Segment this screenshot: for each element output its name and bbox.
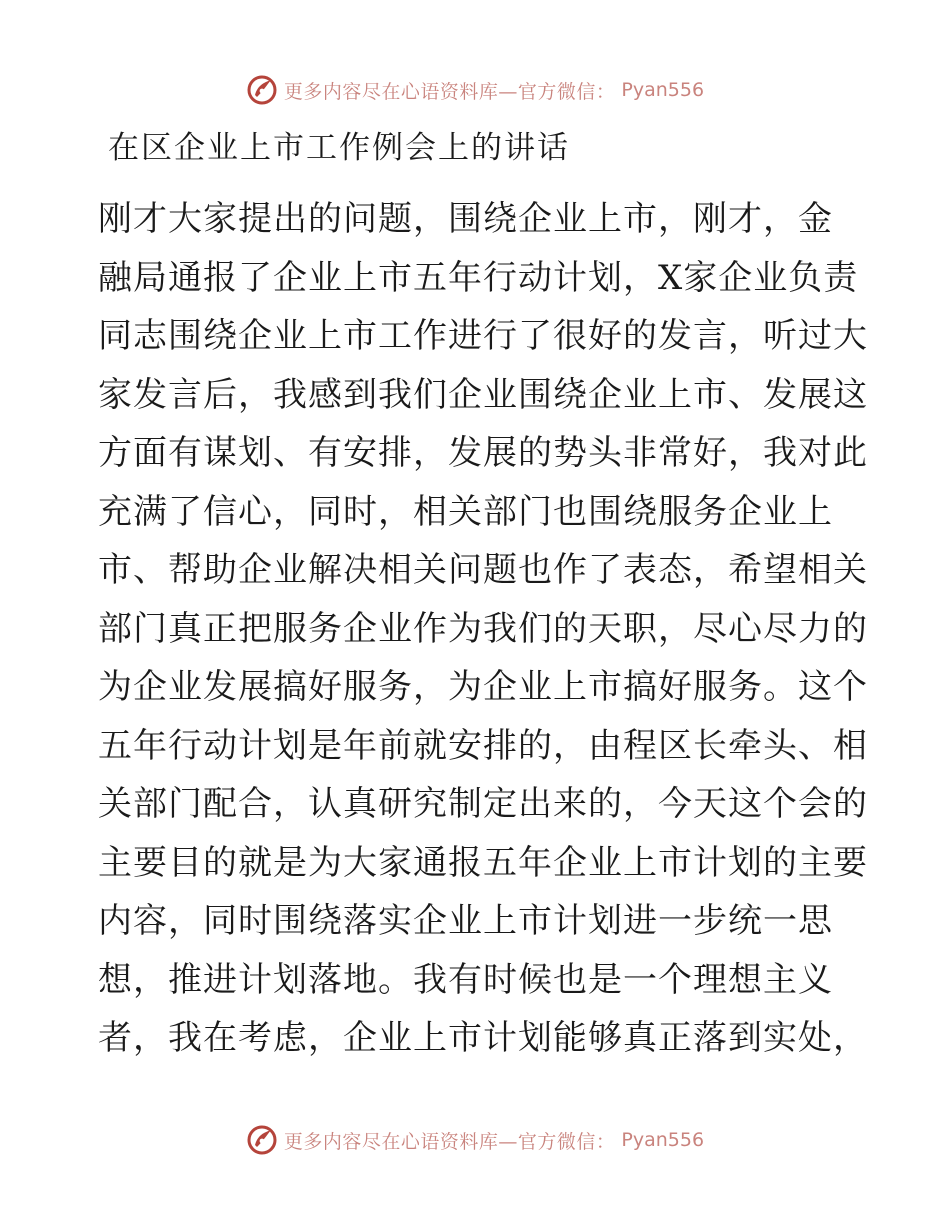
body-line: 者，我在考虑，企业上市计划能够真正落到实处，: [98, 1018, 868, 1058]
footer-banner: [0, 1120, 950, 1160]
body-line: 内容，同时围绕落实企业上市计划进一步统一思: [98, 901, 833, 941]
header-banner-contact: Pyan556: [621, 79, 705, 101]
body-line: 融局通报了企业上市五年行动计划，X家企业负责: [98, 257, 859, 298]
document-title: 在区企业上市工作例会上的讲话: [108, 130, 570, 166]
body-line: 主要目的就是为大家通报五年企业上市计划的主要: [98, 842, 868, 883]
brand-logo-icon: [246, 74, 278, 106]
body-line: 家发言后，我感到我们企业围绕企业上市、发展这: [98, 374, 868, 415]
body-line: 为企业发展搞好服务，为企业上市搞好服务。这个: [98, 667, 868, 707]
document-body: [98, 190, 868, 1068]
footer-banner-text: 更多内容尽在心语资料库—官方微信：: [283, 1130, 616, 1153]
footer-banner-contact: Pyan556: [621, 1129, 705, 1151]
header-banner: [0, 70, 950, 110]
body-line: 关部门配合，认真研究制定出来的，今天这个会的: [98, 784, 868, 824]
header-banner-text: 更多内容尽在心语资料库—官方微信：: [283, 80, 616, 103]
body-line: 市、帮助企业解决相关问题也作了表态，希望相关: [98, 550, 868, 590]
brand-logo-icon: [246, 1124, 278, 1156]
body-line: 想，推进计划落地。我有时候也是一个理想主义: [98, 959, 833, 1000]
body-line: 同志围绕企业上市工作进行了很好的发言，听过大: [98, 316, 868, 356]
body-line: 五年行动计划是年前就安排的，由程区长牵头、相: [98, 725, 868, 766]
body-line: 刚才大家提出的问题，围绕企业上市，刚才，金: [98, 199, 833, 239]
body-line: 部门真正把服务企业作为我们的天职，尽心尽力的: [98, 608, 868, 649]
body-line: 方面有谋划、有安排，发展的势头非常好，我对此: [98, 433, 868, 473]
body-line: 充满了信心，同时，相关部门也围绕服务企业上: [98, 491, 833, 532]
